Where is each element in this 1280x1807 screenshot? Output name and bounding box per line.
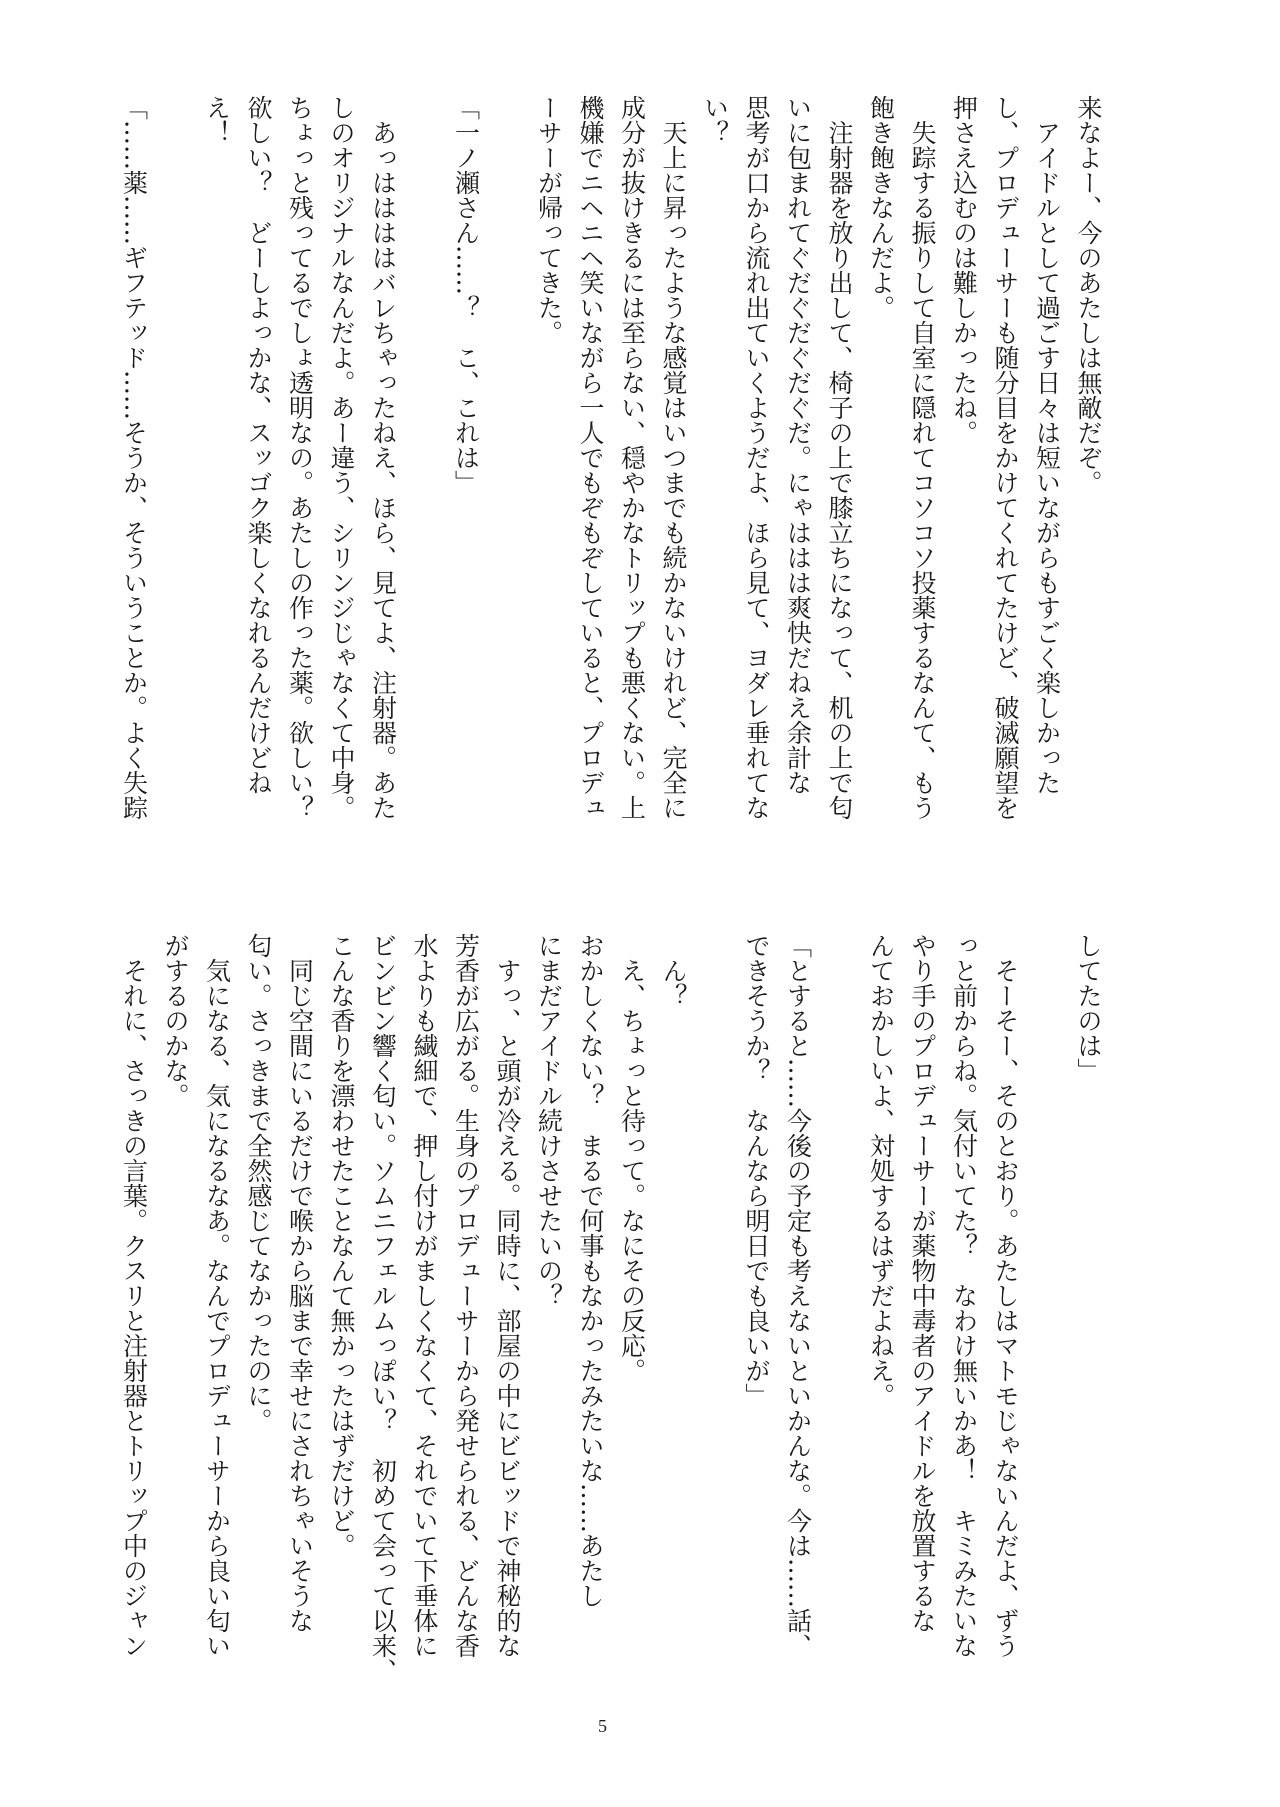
text-column: 匂い。さっきまで全然感じてなかったのに。	[244, 933, 273, 1433]
text-column: 来なよー、今のあたしは無敵だぞ。	[1074, 95, 1103, 495]
text-column: ちょっと残ってるでしょ透明なの。あたしの作った薬。欲しい？	[285, 95, 315, 820]
text-column: 「一ノ瀬さん……？ こ、これは」	[451, 95, 481, 495]
text-column: え、ちょっと待って。なにその反応。	[617, 933, 647, 1383]
text-column: ーサーが帰ってきた。	[534, 95, 564, 345]
text-column	[819, 933, 861, 1693]
text-column: おかしくない？ まるで何事もなかったみたいな……あたし	[576, 933, 605, 1608]
text-column: がするのかな。	[161, 933, 190, 1108]
text-column: いに包まれてぐだぐだぐだぐだ。にゃははは爽快だねえ余計な	[783, 95, 813, 795]
text-column: それに、さっきの言葉。クスリと注射器とトリップ中のジャン	[119, 933, 149, 1658]
text-column	[487, 95, 529, 855]
text-column: 「……薬……ギフテッド……そうか、そういうことか。よく失踪	[119, 95, 149, 820]
text-column: できそうか？ なんなら明日でも良いが」	[742, 933, 771, 1408]
text-column: 押さえ込むのは難しかったね。	[949, 95, 979, 445]
text-column: ん？	[659, 933, 688, 1008]
text-column: 思考が口から流れ出ていくようだよ、ほら見て、ヨダレ垂れてな	[742, 95, 771, 820]
text-block-top	[113, 95, 1109, 855]
text-column: 欲しい？ どーしよっかな、スッゴク楽しくなれるんだけどね	[244, 95, 273, 795]
text-block-bottom	[113, 933, 1109, 1693]
text-column: やり手のプロデューサーが薬物中毒者のアイドルを放置するな	[908, 933, 937, 1633]
text-column: 失踪する振りして自室に隠れてコソコソ投薬するなんて、もう	[908, 95, 937, 820]
page-number: 5	[598, 1716, 607, 1736]
text-column: 注射器を放り出して、椅子の上で膝立ちになって、机の上で匂	[825, 95, 854, 820]
text-column: そーそー、そのとおり。あたしはマトモじゃないんだよ、ずう	[991, 933, 1020, 1658]
text-column: 気になる、気になるなあ。なんでプロデューサーから良い匂い	[202, 933, 232, 1658]
text-column: え！	[202, 95, 232, 145]
text-column: い？	[700, 95, 730, 145]
text-column: し、プロデューサーも随分目をかけてくれてたけど、破滅願望を	[991, 95, 1020, 820]
text-column	[155, 95, 197, 855]
text-column: こんな香りを漂わせたことなんて無かったはずだけど。	[327, 933, 356, 1558]
text-column: 水よりも繊細で、押し付けがましくなくて、それでいて下垂体に	[410, 933, 439, 1658]
text-column: しのオリジナルなんだよ。あー違う、シリンジじゃなくて中身。	[327, 95, 356, 820]
text-column: にまだアイドル続けさせたいの？	[534, 933, 564, 1308]
text-column: してたのは」	[1074, 933, 1103, 1083]
text-column: 同じ空間にいるだけで喉から脳まで幸せにされちゃいそうな	[285, 933, 315, 1633]
text-column: んておかしいよ、対処するはずだよねえ。	[866, 933, 896, 1408]
text-column: 天上に昇ったような感覚はいつまでも続かないけれど、完全に	[659, 95, 688, 820]
text-column: 芳香が広がる。生身のプロデューサーから発せられる、どんな香	[451, 933, 481, 1658]
text-column: 「とすると……今後の予定も考えないといかんな。今は……話、	[783, 933, 813, 1658]
text-column	[404, 95, 446, 855]
text-column	[694, 933, 736, 1693]
text-column: っと前からね。気付いてた？ なわけ無いかあ！ キミみたいな	[949, 933, 979, 1658]
text-column: すっ、と頭が冷える。同時に、部屋の中にビビッドで神秘的な	[493, 933, 522, 1658]
text-column: あっははははバレちゃったねえ、ほら、見てよ、注射器。あた	[368, 95, 398, 820]
text-column: 飽き飽きなんだよ。	[866, 95, 896, 320]
text-column: 成分が抜けきるには至らない、穏やかなトリップも悪くない。上	[617, 95, 647, 820]
text-column: ビンビン響く匂い。ソムニフェルムっぽい？ 初めて会って以来、	[368, 933, 398, 1683]
text-column: 機嫌でニヘニヘ笑いながら一人でもぞもぞしていると、プロデュ	[576, 95, 605, 820]
text-column	[1026, 933, 1068, 1693]
text-column: アイドルとして過ごす日々は短いながらもすごく楽しかった	[1032, 95, 1062, 795]
